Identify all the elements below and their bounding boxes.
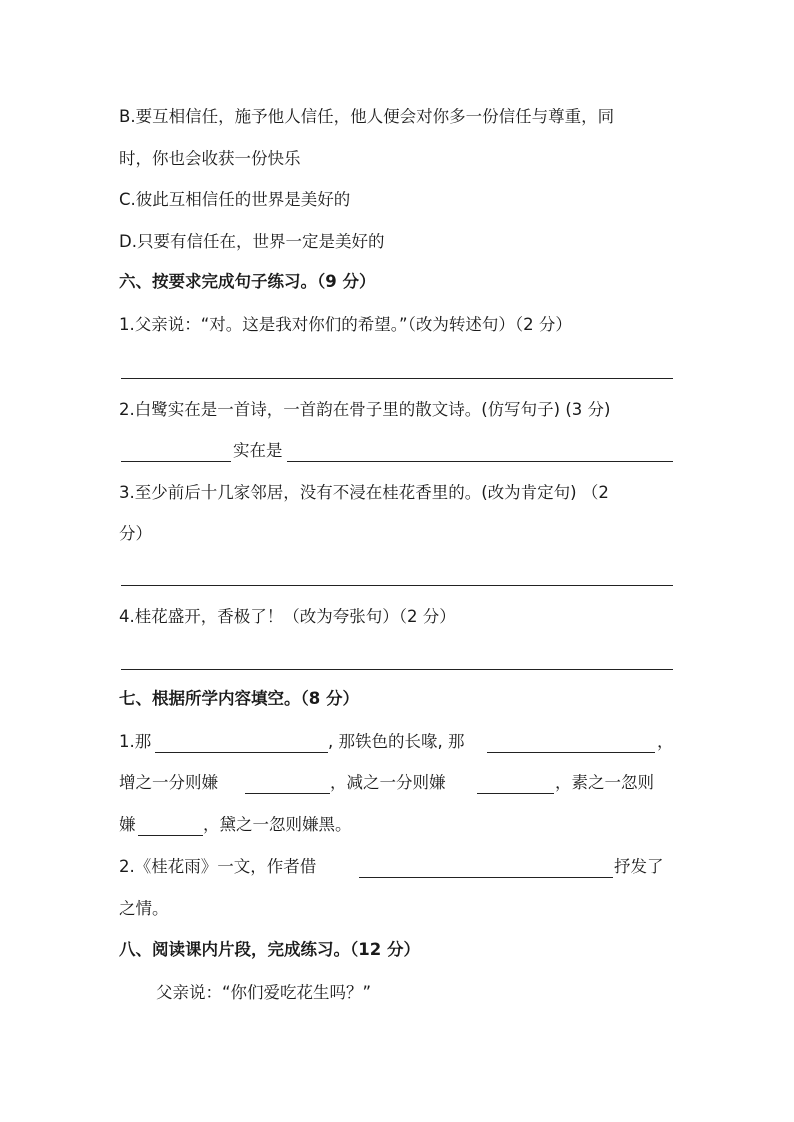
s7-q1-blank-4[interactable] [477,793,554,794]
s6-q1: 1.父亲说：“对。这是我对你们的希望。”（改为转述句）（2 分） [119,315,572,334]
s7-q1-h: ，黛之一忽则嫌黑。 [203,815,352,834]
s7-q1-blank-1[interactable] [155,752,328,753]
s6-q2-blank-2[interactable] [287,461,673,462]
s6-q1-answer-line[interactable] [121,378,673,379]
s7-q1-g: 嫌 [119,815,136,834]
s7-q1-d: 增之一分则嫌 [119,773,218,792]
option-d: D.只要有信任在，世界一定是美好的 [119,232,385,251]
s7-q1-blank-3[interactable] [245,793,330,794]
s8-paragraph-1: 父亲说：“你们爱吃花生吗？” [156,983,372,1002]
s6-q2-blank-1[interactable] [121,461,231,462]
s7-q1-e: ，减之一分则嫌 [330,773,446,792]
s7-q1-f: ，素之一忽则 [555,773,654,792]
section7-title: 七、根据所学内容填空。（8 分） [119,689,359,708]
s7-q2-c: 之情。 [119,899,169,918]
s7-q2-a: 2.《桂花雨》一文，作者借 [119,857,317,876]
s6-q2-mid: 实在是 [233,441,283,460]
s7-q1-blank-2[interactable] [487,752,655,753]
s6-q2: 2.白鹭实在是一首诗，一首韵在骨子里的散文诗。(仿写句子) (3 分) [119,400,611,419]
option-c: C.彼此互相信任的世界是美好的 [119,190,351,209]
s7-q2-b: 抒发了 [614,857,664,876]
s6-q3-line1: 3.至少前后十几家邻居，没有不浸在桂花香里的。(改为肯定句) （2 [119,483,609,502]
s6-q3-answer-line[interactable] [121,585,673,586]
s6-q4-answer-line[interactable] [121,669,673,670]
s6-q3-line2: 分） [119,524,152,543]
s7-q1-a: 1.那 [119,732,152,751]
s6-q4: 4.桂花盛开，香极了！（改为夸张句）（2 分） [119,607,456,626]
option-b-line1: B.要互相信任，施予他人信任，他人便会对你多一份信任与尊重，同 [119,107,615,126]
option-b-line2: 时，你也会收获一份快乐 [119,149,301,168]
s7-q1-b: , 那铁色的长喙, 那 [328,732,465,751]
section8-title: 八、阅读课内片段，完成练习。（12 分） [119,940,420,959]
section6-title: 六、按要求完成句子练习。（9 分） [119,272,376,291]
s7-q1-blank-5[interactable] [138,835,203,836]
s7-q2-blank[interactable] [359,877,613,878]
s7-q1-c: ， [657,732,674,751]
